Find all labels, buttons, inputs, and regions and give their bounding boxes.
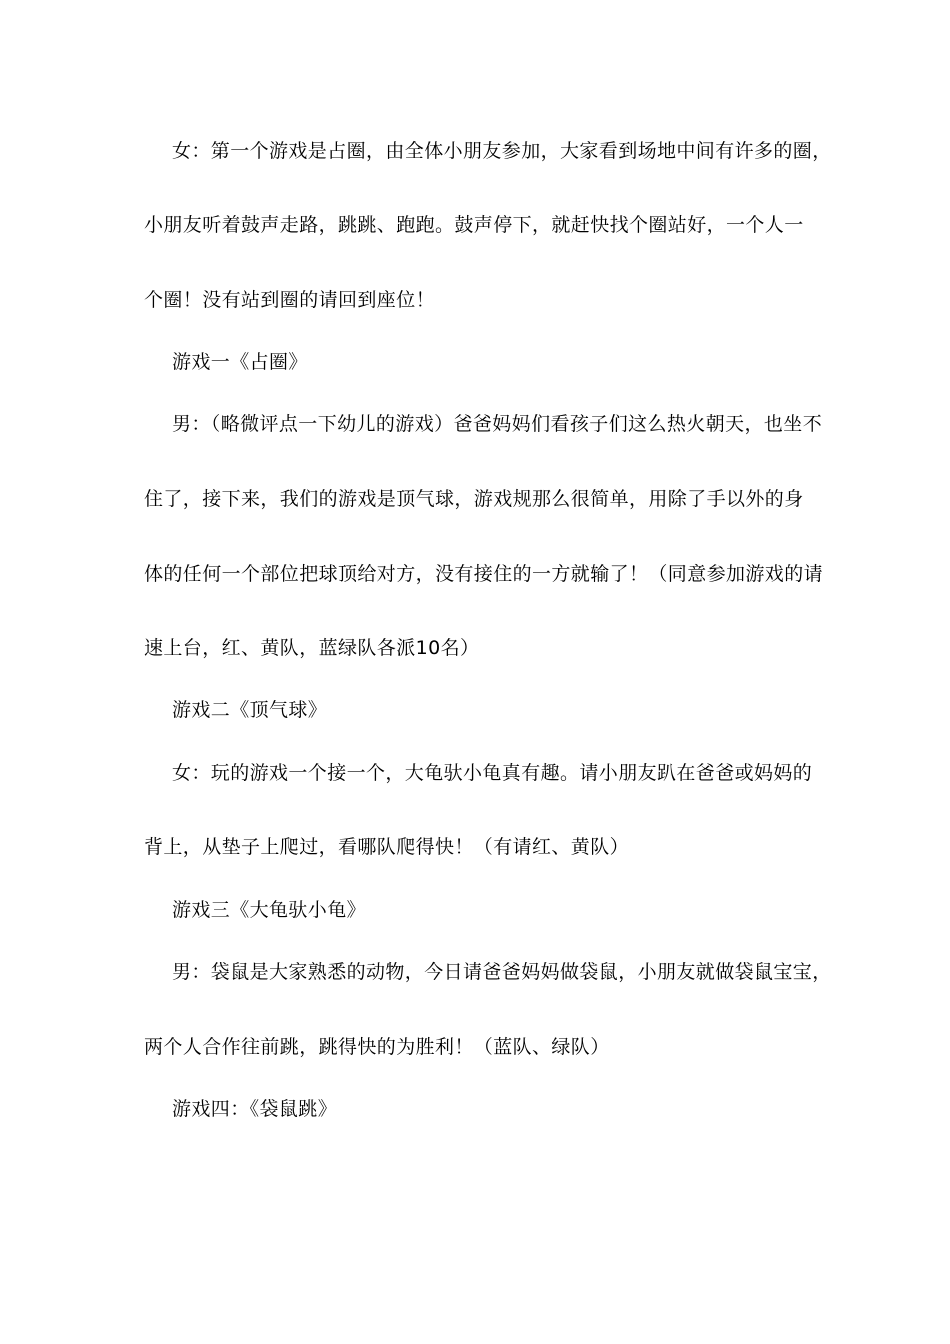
paragraph-line: 个圈！没有站到圈的请回到座位！ bbox=[144, 289, 436, 311]
paragraph-line: 背上，从垫子上爬过，看哪队爬得快！（有请红、黄队） bbox=[144, 836, 630, 858]
section-heading: 游戏四：《袋鼠跳》 bbox=[172, 1098, 338, 1120]
section-heading: 游戏二《顶气球》 bbox=[172, 699, 328, 721]
section-heading: 游戏三《大龟驮小龟》 bbox=[172, 899, 367, 921]
paragraph-line: 男：（略微评点一下幼儿的游戏）爸爸妈妈们看孩子们这么热火朝天，也坐不 bbox=[172, 413, 823, 435]
paragraph-line: 两个人合作往前跳，跳得快的为胜利！（蓝队、绿队） bbox=[144, 1036, 610, 1058]
paragraph-line: 速上台，红、黄队，蓝绿队各派10名） bbox=[144, 637, 480, 659]
paragraph-line: 女：玩的游戏一个接一个，大龟驮小龟真有趣。请小朋友趴在爸爸或妈妈的 bbox=[172, 762, 813, 784]
section-heading: 游戏一《占圈》 bbox=[172, 351, 308, 373]
paragraph-line: 男：袋鼠是大家熟悉的动物，今日请爸爸妈妈做袋鼠，小朋友就做袋鼠宝宝， bbox=[172, 961, 832, 983]
paragraph-line: 住了，接下来，我们的游戏是顶气球，游戏规那么很简单，用除了手以外的身 bbox=[144, 488, 804, 510]
paragraph-line: 小朋友听着鼓声走路，跳跳、跑跑。鼓声停下，就赶快找个圈站好，一个人一 bbox=[144, 214, 804, 236]
paragraph-line: 女：第一个游戏是占圈，由全体小朋友参加，大家看到场地中间有许多的圈， bbox=[172, 140, 832, 162]
paragraph-line: 体的任何一个部位把球顶给对方，没有接住的一方就输了！（同意参加游戏的请 bbox=[144, 563, 824, 585]
